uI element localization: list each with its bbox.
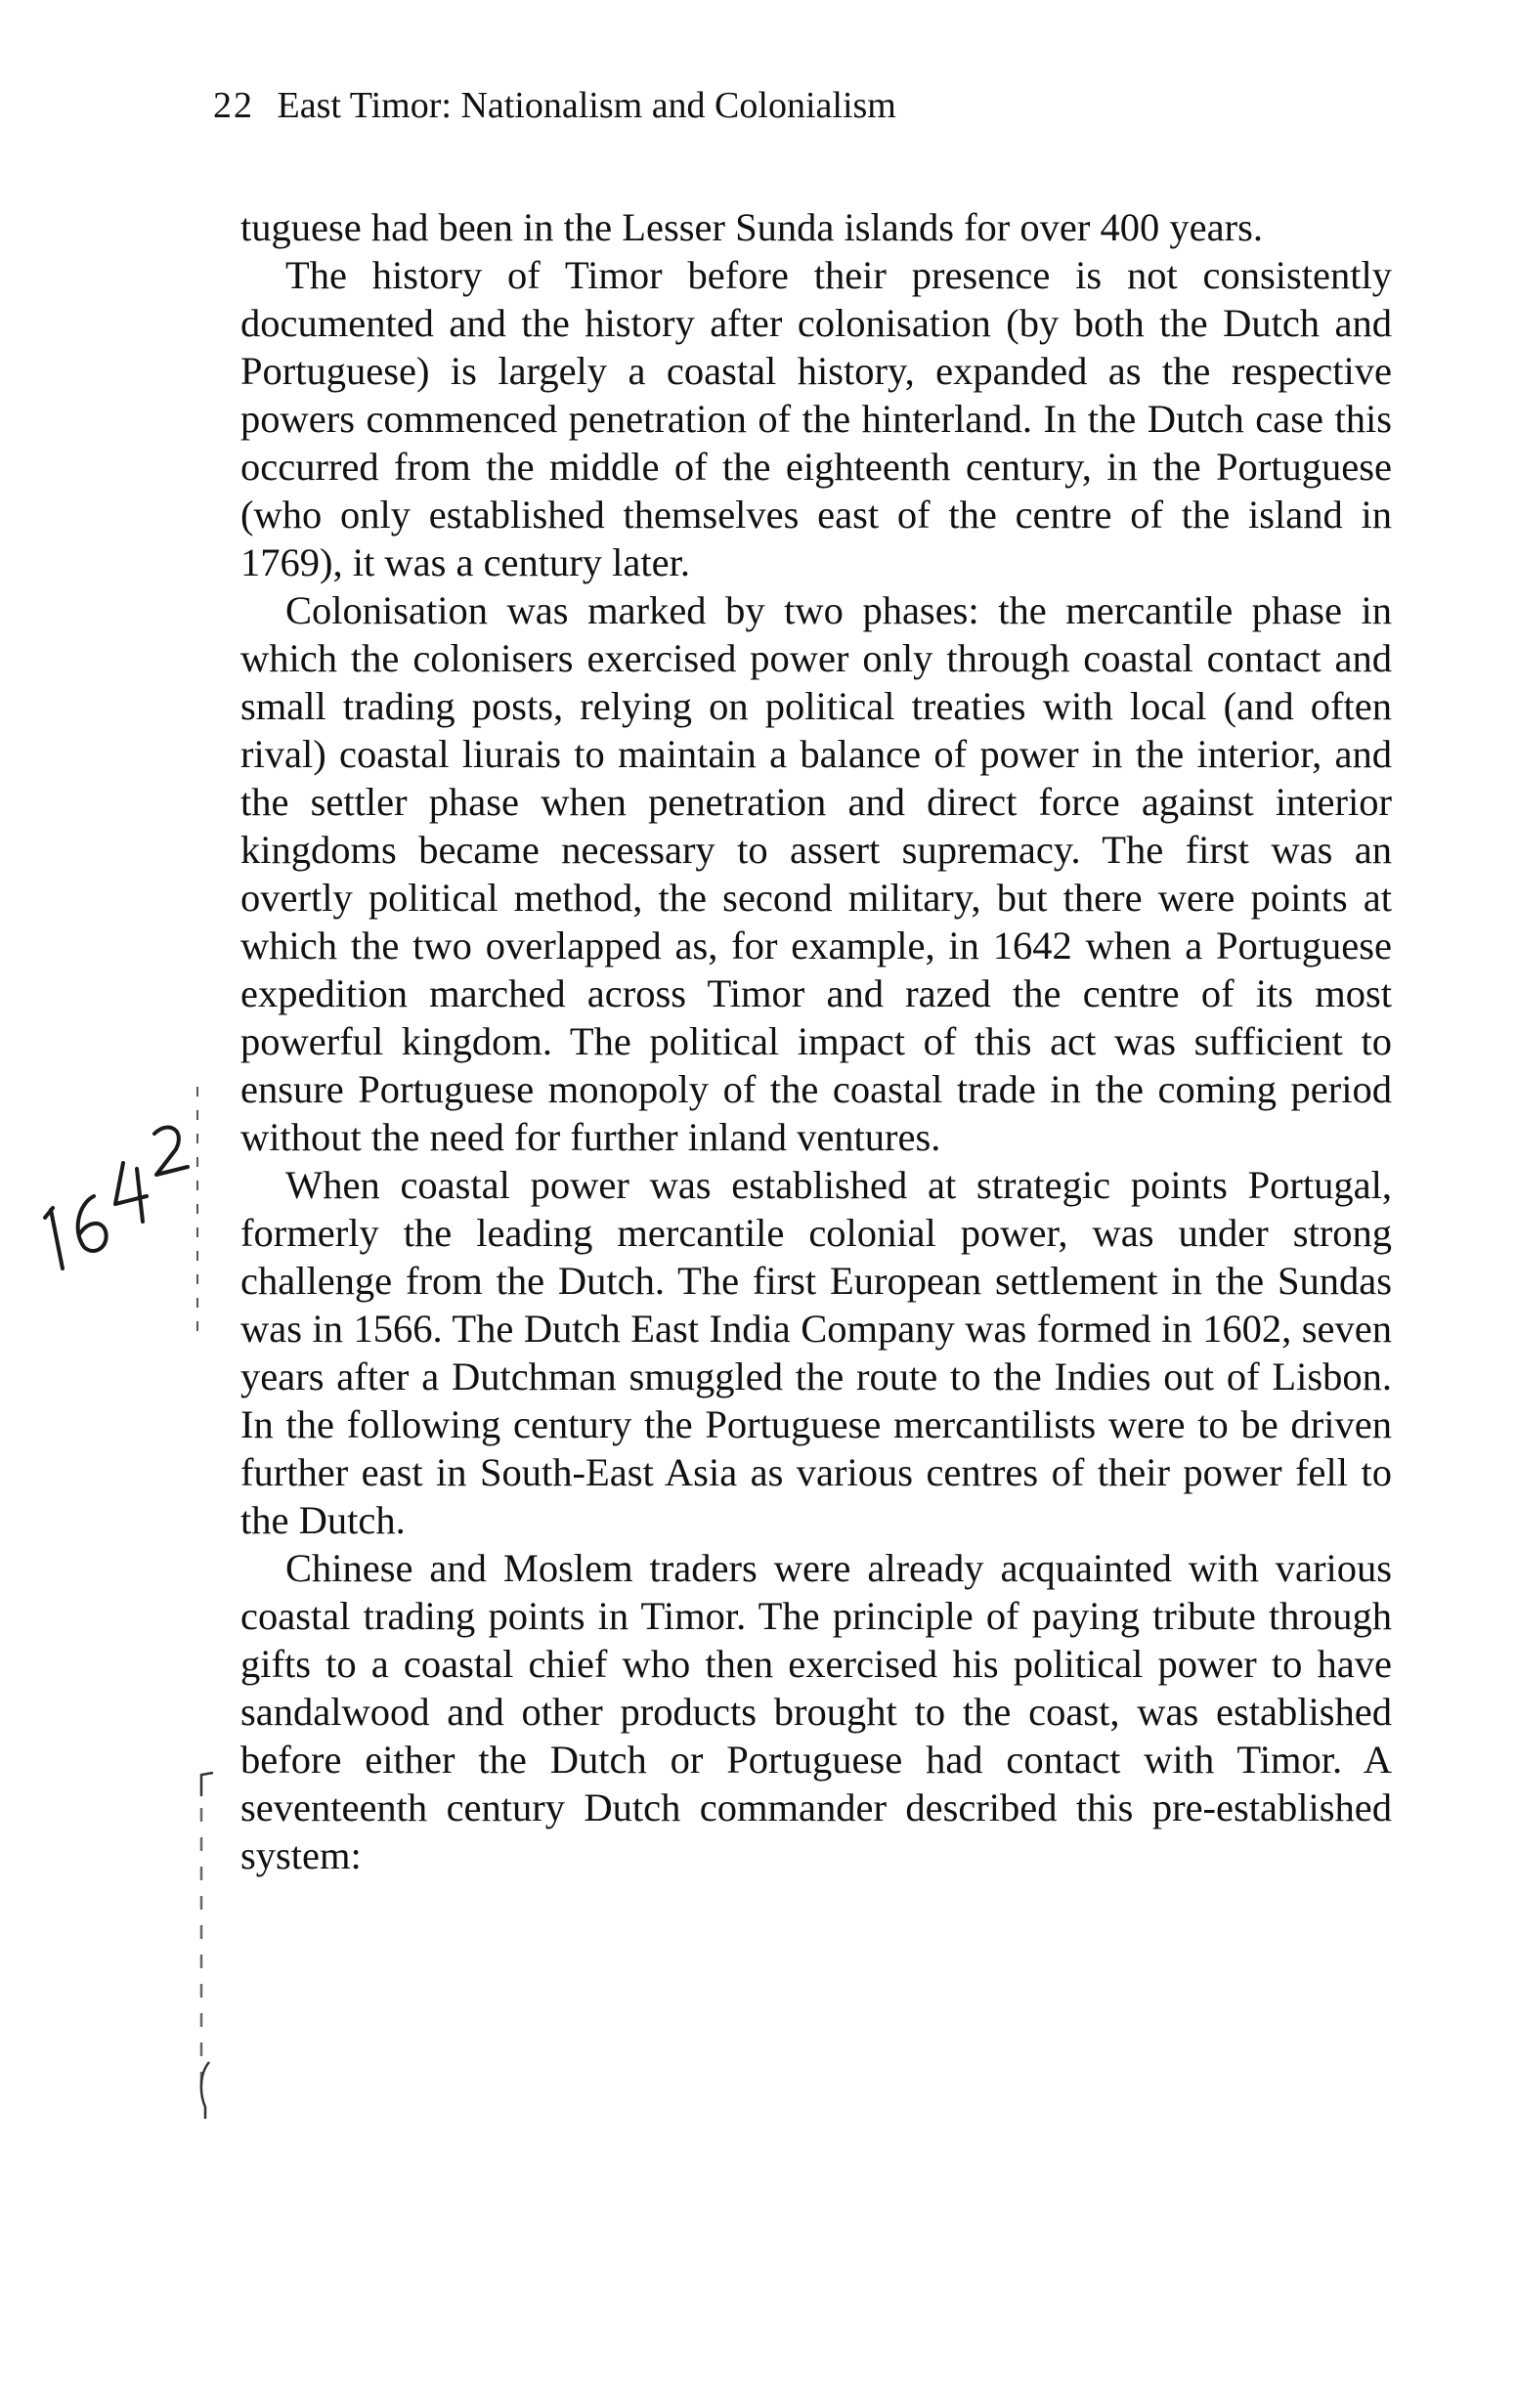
running-title: East Timor: Nationalism and Colonialism bbox=[277, 85, 896, 126]
paragraph-2: The history of Timor before their presence is not consistently documented and the history after colonisation (by both the Dutch and Portuguese) is largely a coastal history, expanded as the respective powers commenced penetration of the hinterland. In the Dutch case this occurred from the middle of the eighteenth century, in the Portuguese (who only established themselves east of the centre of the island in 1769), it was a century later. bbox=[240, 253, 1392, 584]
body-text bbox=[240, 203, 1392, 1879]
paragraph-4: When coastal power was established at strategic points Portugal, formerly the leading mercantile colonial power, was under strong challenge from the Dutch. The first European settlement in the Sundas was in 1566. The Dutch East India Company was formed in 1602, seven years after a Dutchman smuggled the route to the Indies out of Lisbon. In the following century the Portuguese mercantilists were to be driven further east in South-East Asia as various centres of their power fell to the Dutch. bbox=[240, 1163, 1392, 1542]
running-header bbox=[213, 82, 896, 129]
margin-mark-line bbox=[192, 1087, 203, 1331]
margin-bracket-mark bbox=[194, 1769, 215, 2121]
page-number: 22 bbox=[213, 85, 254, 126]
paragraph-1: tuguese had been in the Lesser Sunda islands for over 400 years. bbox=[240, 205, 1263, 249]
handwritten-margin-note bbox=[29, 1095, 205, 1290]
paragraph-3: Colonisation was marked by two phases: the mercantile phase in which the colonisers exercised power only through coastal contact and small trading posts, relying on political treaties with local (and often rival) coastal liurais to maintain a balance of power in the interior, and the settler phase when penetration and direct force against interior kingdoms became necessary to assert supremacy. The first was an overtly political method, the second military, but there were points at which the two overlapped as, for example, in 1642 when a Portuguese expedition marched across Timor and razed the centre of its most powerful kingdom. The political impact of this act was sufficient to ensure Portuguese monopoly of the coastal trade in the coming period without the need for further inland ventures. bbox=[240, 588, 1392, 1159]
paragraph-5: Chinese and Moslem traders were already acquainted with various coastal trading points in Timor. The principle of paying tribute through gifts to a coastal chief who then exercised his political power to have sandalwood and other products brought to the coast, was established before either the Dutch or Portuguese had contact with Timor. A seventeenth century Dutch commander described this pre-established system: bbox=[240, 1546, 1392, 1877]
